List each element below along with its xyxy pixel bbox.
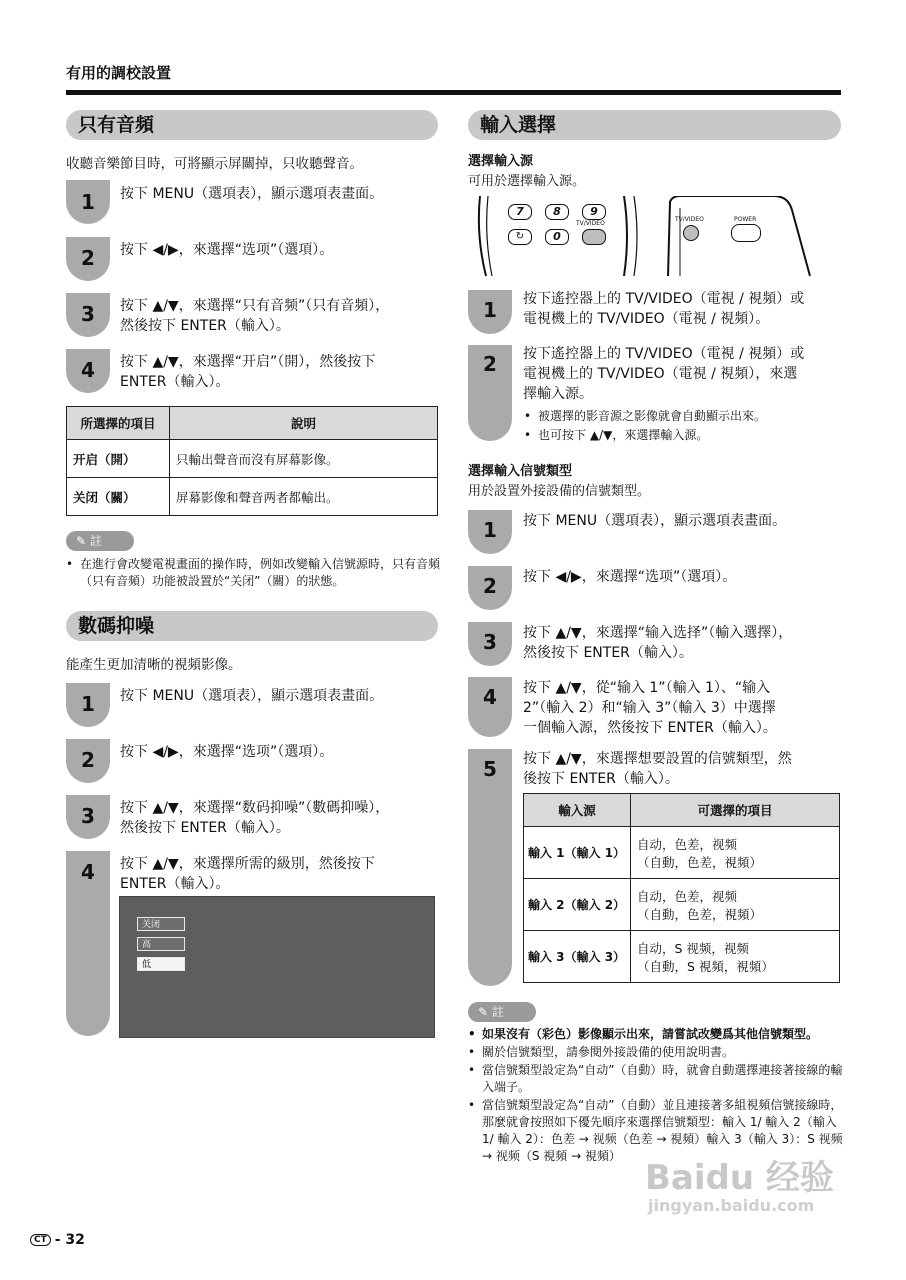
watermark-logo: Baidu 经验 [645, 1158, 834, 1198]
note-item: • 在進行會改變電視畫面的操作時，例如改變輸入信號源時，只有音頻（只有音頻）功能被設置於“关闭”（關）的狀態。 [66, 556, 440, 590]
step-number: 1 [81, 190, 95, 214]
note-item: • 如果沒有（彩色）影像顯示出來，請嘗試改變爲其他信號類型。 [468, 1026, 844, 1043]
step-number: 2 [81, 246, 95, 270]
bullet-item: • 被選擇的影音源之影像就會自動顯示出來。 [524, 407, 844, 426]
tvvideo-small-label: TV/VIDEO [576, 220, 605, 227]
step-text: 按下 MENU（選項表），顯示選項表畫面。 [120, 186, 384, 202]
table-row [524, 931, 840, 983]
table-header: 可選擇的項目 [631, 794, 840, 827]
key-8: 8 [545, 204, 569, 220]
tvvideo-remote-key [582, 229, 606, 245]
table-row [67, 478, 438, 516]
pencil-icon: ✎ [478, 1005, 492, 1019]
step-text: 按下遙控器上的 TV/VIDEO（電視 / 視頻）或 電視機上的 TV/VIDEO（電視 / 視頻），來選 擇輸入源。 [523, 346, 805, 402]
bullet-item: • 也可按下 ▲/▼，來選擇輸入源。 [524, 426, 844, 445]
power-label: POWER [734, 216, 757, 223]
step-number: 3 [81, 804, 95, 828]
step-number: 4 [81, 358, 95, 382]
table-cell: 开启（開） [67, 440, 170, 478]
step-number: 2 [483, 574, 497, 598]
note-item: • 當信號類型設定為“自动”（自動）時，就會自動選擇連接著接線的輸入端子。 [468, 1062, 844, 1096]
header-rule [66, 90, 841, 95]
input-source-intro: 可用於選擇輸入源。 [468, 174, 586, 189]
key-0: 0 [545, 229, 569, 245]
note-item: • 當信號類型設定為“自动”（自動）並且連接著多組視頻信號接線時，那麼就會按照如下優先順序來選擇信號類型：輸入 1/ 輸入 2（輸入 1/ 輸入 2）：色差 → 视频（色差 → 視頻）輸入 3（輸入 3）：S 视频 → 视频（S 視頻 → 視頻） [468, 1097, 844, 1165]
watermark-url: jingyan.baidu.com [648, 1196, 815, 1215]
table-header: 輸入源 [524, 794, 631, 827]
step-text: 按下 ▲/▼，來選擇想要設置的信號類型，然 後按下 ENTER（輸入）。 [523, 751, 792, 787]
power-button [731, 224, 761, 242]
audio-only-notes [66, 556, 440, 591]
table-cell: 自动，S 视频，视频 （自動，S 視頻，視頻） [631, 931, 840, 983]
table-row [67, 440, 438, 478]
step-text: 按下 ◀/▶，來選擇“选项”（選項）。 [120, 242, 334, 258]
table-cell: 輸入 2（輸入 2） [524, 879, 631, 931]
tvvideo-panel-button [683, 225, 699, 241]
step-text: 按下 ▲/▼，來選擇“开启”（開），然後按下 ENTER（輸入）。 [120, 354, 376, 390]
step-text: 按下 MENU（選項表），顯示選項表畫面。 [120, 688, 384, 704]
step-text: 按下遙控器上的 TV/VIDEO（電視 / 視頻）或 電視機上的 TV/VIDEO（電視 / 視頻）。 [523, 291, 805, 327]
table-cell: 自动，色差，视频 （自動，色差，視頻） [631, 827, 840, 879]
signal-type-intro: 用於設置外接設備的信號類型。 [468, 484, 651, 499]
note-item: • 關於信號類型，請參閱外接設備的使用說明書。 [468, 1044, 844, 1061]
step-number: 3 [483, 630, 497, 654]
table-cell: 关闭（關） [67, 478, 170, 516]
step-number: 1 [483, 518, 497, 542]
input-source-bullets [524, 407, 844, 445]
dnr-intro: 能產生更加清晰的視頻影像。 [66, 657, 242, 673]
page-header: 有用的調校設置 [66, 64, 172, 82]
step-number: 2 [81, 748, 95, 772]
step-text: 按下 ▲/▼，來選擇“只有音频”（只有音頻）， 然後按下 ENTER（輸入）。 [120, 298, 390, 334]
osd-option-high[interactable]: 高 [137, 937, 185, 951]
step-number: 4 [81, 860, 95, 884]
key-7: 7 [508, 204, 532, 220]
table-cell: 屏幕影像和聲音两者都輸出。 [170, 478, 438, 516]
osd-menu-screen [119, 896, 435, 1038]
step-number: 5 [483, 757, 497, 781]
step-number: 1 [81, 692, 95, 716]
tvvideo-label: TV/VIDEO [675, 216, 704, 223]
signal-type-notes [468, 1026, 844, 1166]
step-number: 4 [483, 685, 497, 709]
table-row [524, 879, 840, 931]
step-text: 按下 MENU（選項表），顯示選項表畫面。 [523, 513, 787, 529]
pencil-icon: ✎ [76, 534, 90, 548]
note-badge: ✎ 註 [468, 1002, 536, 1022]
page-footer [30, 1232, 85, 1248]
audio-only-intro: 收聽音樂節目時，可將顯示屏關掉，只收聽聲音。 [66, 156, 363, 172]
signal-type-table [523, 793, 840, 983]
table-row [524, 827, 840, 879]
step-text: 按下 ◀/▶，來選擇“选项”（選項）。 [523, 569, 737, 585]
language-badge: CT [30, 1234, 51, 1246]
table-cell: 輸入 3（輸入 3） [524, 931, 631, 983]
audio-only-table [66, 406, 438, 516]
step-text: 按下 ▲/▼，來選擇“数码抑噪”（數碼抑噪）， 然後按下 ENTER（輸入）。 [120, 800, 390, 836]
note-badge: ✎ 註 [66, 531, 134, 551]
step-text: 按下 ▲/▼，來選擇所需的級別，然後按下 ENTER（輸入）。 [120, 856, 375, 892]
step-number: 2 [483, 352, 497, 376]
subheading-signal-type: 選擇輸入信號類型 [468, 464, 573, 479]
section-title-audio-only: 只有音頻 [66, 110, 438, 140]
key-9: 9 [582, 204, 606, 220]
step-number: 3 [81, 302, 95, 326]
page-number: - 32 [54, 1232, 85, 1248]
osd-option-off[interactable]: 关闭 [137, 917, 185, 931]
section-title-input-select: 輸入選擇 [468, 110, 841, 140]
step-text: 按下 ▲/▼，來選擇“输入选择”（輸入選擇）， 然後按下 ENTER（輸入）。 [523, 625, 793, 661]
subheading-input-source: 選擇輸入源 [468, 154, 534, 169]
osd-option-low[interactable]: 低 [137, 957, 185, 971]
table-header: 所選擇的項目 [67, 407, 170, 440]
table-header: 說明 [170, 407, 438, 440]
step-text: 按下 ◀/▶，來選擇“选项”（選項）。 [120, 744, 334, 760]
table-cell: 輸入 1（輸入 1） [524, 827, 631, 879]
section-title-dnr: 數碼抑噪 [66, 611, 438, 641]
flashback-icon: ↻ [508, 229, 532, 245]
step-number: 1 [483, 298, 497, 322]
step-text: 按下 ▲/▼，從“输入 1”（輸入 1）、“输入 2”（輸入 2）和“输入 3”（輸入 3）中選擇 一個輸入源，然後按下 ENTER（輸入）。 [523, 680, 777, 736]
step-bar [468, 749, 512, 986]
table-cell: 只輸出聲音而沒有屏幕影像。 [170, 440, 438, 478]
table-cell: 自动，色差，视频 （自動，色差，視頻） [631, 879, 840, 931]
